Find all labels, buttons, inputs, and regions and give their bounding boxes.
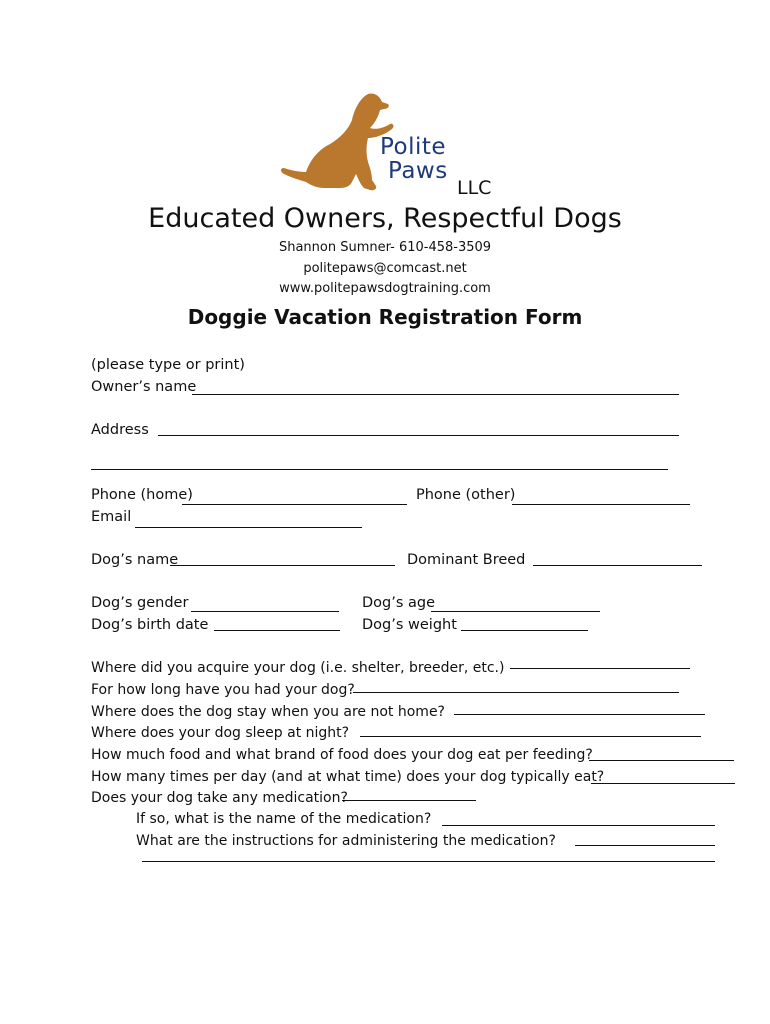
question-times: How many times per day (and at what time) does your dog typically eat? [91,769,605,785]
dominant-breed-label: Dominant Breed [407,552,526,568]
question-how-long: For how long have you had your dog? [91,682,355,698]
phone-other-field[interactable] [512,504,690,505]
answer-times[interactable] [591,783,735,784]
contact-website: www.politepawsdogtraining.com [279,281,491,296]
question-med-name: If so, what is the name of the medication? [136,811,432,827]
owners-name-field[interactable] [192,394,679,395]
dogs-weight-label: Dog’s weight [362,617,457,633]
email-label: Email [91,509,132,525]
phone-home-label: Phone (home) [91,487,193,503]
phone-home-field[interactable] [182,504,407,505]
dogs-age-field[interactable] [431,611,600,612]
address-label: Address [91,422,149,438]
question-sleep: Where does your dog sleep at night? [91,725,350,741]
owners-name-label: Owner’s name [91,379,197,395]
address-field[interactable] [158,435,679,436]
instruction-text: (please type or print) [91,357,245,373]
dogs-name-field[interactable] [170,565,395,566]
logo-text-paws: Paws [388,158,448,184]
phone-other-label: Phone (other) [416,487,516,503]
dogs-weight-field[interactable] [461,630,588,631]
answer-med-instructions[interactable] [575,845,715,846]
question-med-instructions: What are the instructions for administering the medication? [136,833,556,849]
answer-medication[interactable] [342,800,476,801]
logo-llc: LLC [457,177,492,199]
answer-how-long[interactable] [353,692,679,693]
logo-text-polite: Polite [380,134,447,160]
form-title: Doggie Vacation Registration Form [187,305,583,329]
dogs-gender-field[interactable] [191,611,339,612]
email-field[interactable] [135,527,362,528]
address-field-line2[interactable] [91,469,668,470]
dogs-name-label: Dog’s name [91,552,179,568]
logo [276,88,506,198]
question-food: How much food and what brand of food does your dog eat per feeding? [91,747,593,763]
answer-med-instructions-line2[interactable] [142,861,715,862]
answer-med-name[interactable] [442,825,715,826]
dogs-birth-date-field[interactable] [214,630,340,631]
question-stay: Where does the dog stay when you are not home? [91,704,445,720]
question-medication: Does your dog take any medication? [91,790,348,806]
dogs-birth-date-label: Dog’s birth date [91,617,209,633]
answer-stay[interactable] [454,714,705,715]
dog-logo-icon [276,88,396,198]
contact-email: politepaws@comcast.net [303,261,467,276]
answer-acquire[interactable] [510,668,690,669]
dogs-gender-label: Dog’s gender [91,595,189,611]
dogs-age-label: Dog’s age [362,595,436,611]
contact-name-phone: Shannon Sumner- 610-458-3509 [278,240,492,255]
dominant-breed-field[interactable] [533,565,702,566]
answer-sleep[interactable] [360,736,701,737]
question-acquire: Where did you acquire your dog (i.e. shelter, breeder, etc.) [91,660,505,676]
tagline: Educated Owners, Respectful Dogs [148,203,622,234]
answer-food[interactable] [589,760,734,761]
